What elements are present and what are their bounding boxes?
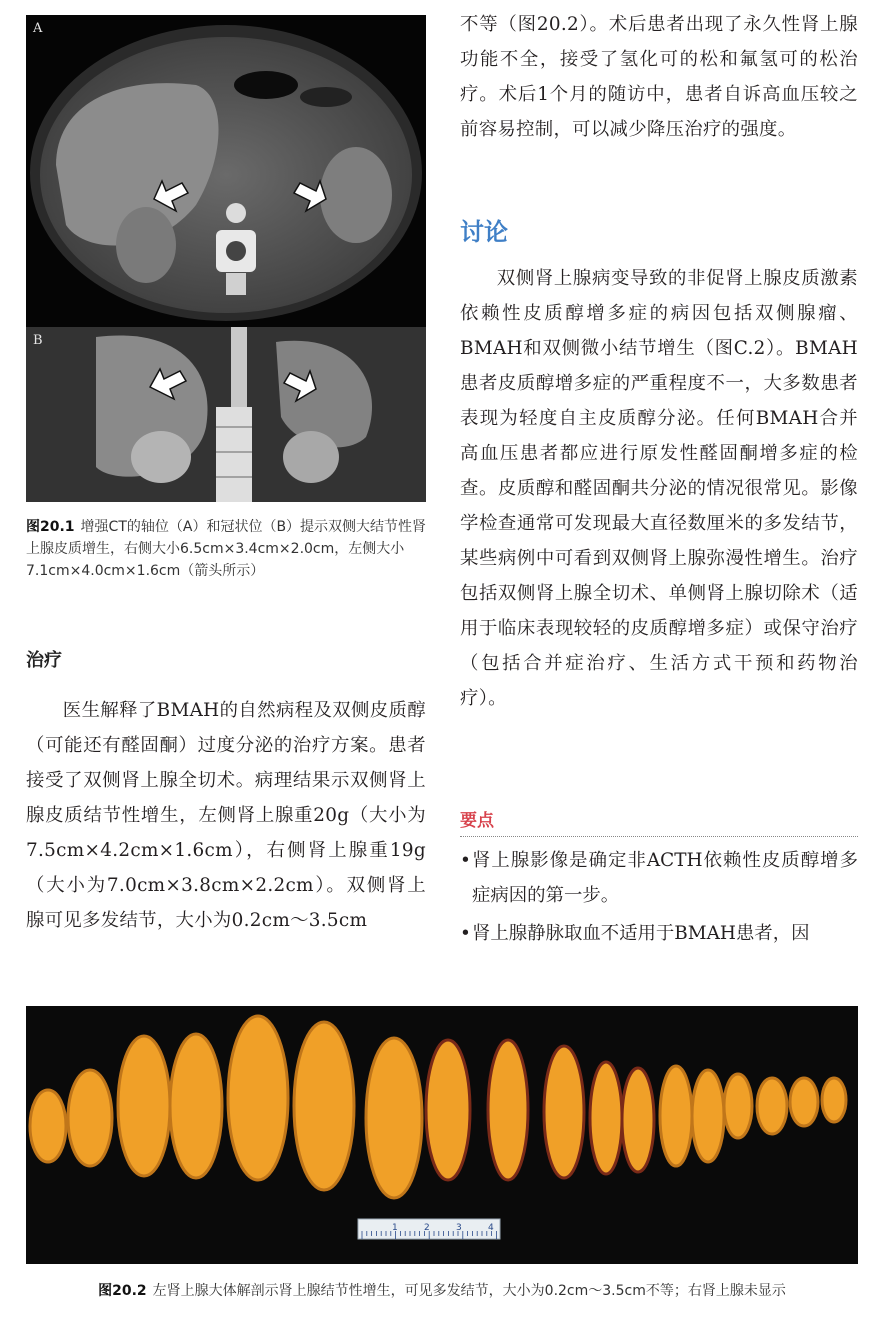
ct-coronal-image [26, 327, 426, 502]
specimen-nodule [294, 1022, 354, 1190]
specimen-nodule [118, 1036, 170, 1176]
specimen-nodules [30, 1016, 846, 1198]
specimen-nodule [68, 1070, 112, 1166]
specimen-nodule [790, 1078, 818, 1126]
key-point-item: • 肾上腺静脉取血不适用于BMAH患者，因 [460, 916, 858, 951]
treatment-paragraph: 医生解释了BMAH的自然病程及双侧皮质醇（可能还有醛固酮）过度分泌的治疗方案。患者接受了双侧肾上腺全切术。病理结果示双侧肾上腺皮质结节性增生，左侧肾上腺重20g（大小为7.5cm×4.2cm×1.6cm），右侧肾上腺重19g（大小为7.0cm×3.8cm×2.2cm）。双侧肾上腺可见多发结节，大小为0.2cm～3.5cm [26, 700, 426, 931]
treatment-heading: 治疗 [26, 650, 62, 671]
scale-ruler [358, 1219, 500, 1239]
specimen-nodule [692, 1070, 724, 1162]
specimen-nodule [30, 1090, 66, 1162]
discussion-heading: 讨论 [460, 218, 508, 246]
figure-20-1-caption-text: 增强CT的轴位（A）和冠状位（B）提示双侧大结节性肾上腺皮质增生，右侧大小6.5cm×3.4cm×2.0cm，左侧大小7.1cm×4.0cm×1.6cm（箭头所示） [26, 519, 427, 579]
specimen-nodule [488, 1040, 528, 1180]
key-point-item: • 肾上腺影像是确定非ACTH依赖性皮质醇增多症病因的第一步。 [460, 843, 858, 913]
specimen-nodule [622, 1068, 654, 1172]
ruler-label: 3 [456, 1223, 462, 1233]
panel-b-label: B [33, 333, 43, 348]
specimen-nodule [724, 1074, 752, 1138]
figure-20-1-caption [26, 516, 428, 582]
specimen-nodule [757, 1078, 787, 1134]
specimen-nodule [544, 1046, 584, 1178]
discussion-paragraph: 双侧肾上腺病变导致的非促肾上腺皮质激素依赖性皮质醇增多症的病因包括双侧腺瘤、BMAH和双侧微小结节增生（图C.2）。BMAH患者皮质醇增多症的严重程度不一，大多数患者表现为轻度自主皮质醇分泌。任何BMAH合并高血压患者都应进行原发性醛固酮增多症的检查。皮质醇和醛固酮共分泌的情况很常见。影像学检查通常可发现最大直径数厘米的多发结节，某些病例中可看到双侧肾上腺弥漫性增生。治疗包括双侧肾上腺全切术、单侧肾上腺切除术（适用于临床表现较轻的皮质醇增多症）或保守治疗（包括合并症治疗、生活方式干预和药物治疗）。 [460, 268, 858, 709]
key-points-list [460, 843, 858, 954]
panel-a-label: A [33, 21, 43, 36]
specimen-nodule [426, 1040, 470, 1180]
specimen-nodule [170, 1034, 222, 1178]
figure-20-2-caption-text: 左肾上腺大体解剖示肾上腺结节性增生，可见多发结节，大小为0.2cm～3.5cm不等；右肾上腺未显示 [152, 1283, 786, 1299]
figure-20-2-caption [26, 1280, 858, 1302]
specimen-nodule [660, 1066, 692, 1166]
specimen-photo [26, 1006, 858, 1264]
key-points-divider [460, 836, 858, 837]
specimen-nodule [228, 1016, 288, 1180]
figure-20-1-number: 图20.1 [26, 519, 75, 535]
specimen-nodule [366, 1038, 422, 1198]
key-points-heading: 要点 [460, 811, 494, 831]
ruler-label: 4 [488, 1223, 494, 1233]
ruler-label: 1 [392, 1223, 398, 1233]
specimen-nodule [590, 1062, 622, 1174]
specimen-nodule [822, 1078, 846, 1122]
ct-axial-image [26, 15, 426, 327]
figure-20-2-number: 图20.2 [98, 1283, 147, 1299]
ruler-label: 2 [424, 1223, 430, 1233]
continued-paragraph: 不等（图20.2）。术后患者出现了永久性肾上腺功能不全，接受了氢化可的松和氟氢可的松治疗。术后1个月的随访中，患者自诉高血压较之前容易控制，可以减少降压治疗的强度。 [460, 14, 858, 140]
